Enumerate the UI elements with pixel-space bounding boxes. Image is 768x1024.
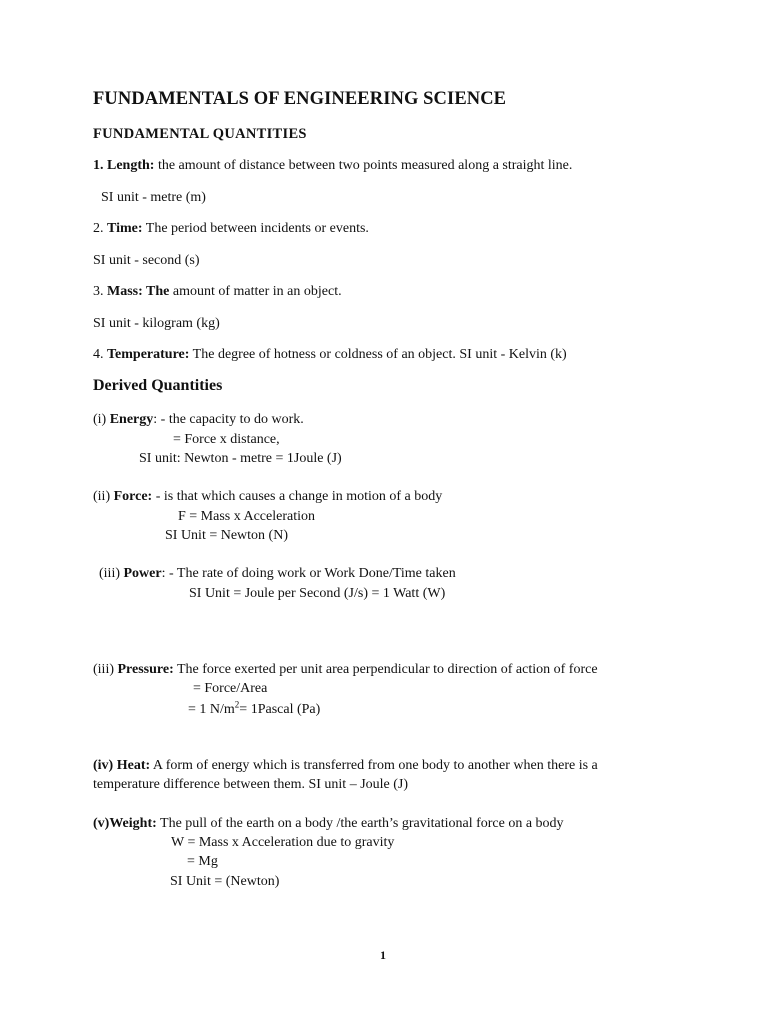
time-label: Time: <box>107 221 143 236</box>
energy-label: Energy <box>109 412 154 427</box>
page-number: 1 <box>380 948 386 962</box>
pressure-label: Pressure: <box>117 662 174 677</box>
pressure-unit-b: = 1Pascal (Pa) <box>239 702 321 717</box>
power-text: : - The rate of doing work or Work Done/Time taken <box>161 566 456 581</box>
time-num: 2. <box>93 221 107 236</box>
heat-unit: temperature difference between them. SI unit – Joule (J) <box>93 777 409 792</box>
power-num: (iii) <box>99 566 124 581</box>
force-label: Force: <box>113 489 153 504</box>
weight-formula: W = Mass x Acceleration due to gravity <box>171 835 395 850</box>
document-title: FUNDAMENTALS OF ENGINEERING SCIENCE <box>93 89 507 109</box>
weight-unit: SI Unit = (Newton) <box>170 874 280 889</box>
length-text: the amount of distance between two points measured along a straight line. <box>154 158 573 173</box>
pressure-unit-a: = 1 N/m <box>188 702 235 717</box>
energy-num: (i) <box>93 412 110 427</box>
weight-label: (v)Weight: <box>93 816 157 831</box>
energy-unit: SI unit: Newton - metre = 1Joule (J) <box>139 451 342 466</box>
mass-text: amount of matter in an object. <box>169 284 342 299</box>
mass-num: 3. <box>93 284 107 299</box>
section-heading-derived: Derived Quantities <box>93 377 223 394</box>
energy-formula: = Force x distance, <box>173 432 280 447</box>
force-definition <box>93 488 442 506</box>
pressure-num: (iii) <box>93 662 118 677</box>
temperature-num: 4. <box>93 347 107 362</box>
force-num: (ii) <box>93 489 114 504</box>
length-label: 1. Length: <box>93 158 155 173</box>
pressure-text: The force exerted per unit area perpendicular to direction of action of force <box>173 662 598 677</box>
section-heading-fundamental: FUNDAMENTAL QUANTITIES <box>93 126 307 142</box>
time-unit: SI unit - second (s) <box>93 253 200 268</box>
temperature-text: The degree of hotness or coldness of an object. SI unit - Kelvin (k) <box>189 347 567 362</box>
length-definition <box>93 157 572 175</box>
length-unit: SI unit - metre (m) <box>101 190 206 205</box>
weight-formula-short: = Mg <box>187 854 218 869</box>
mass-label: Mass: The <box>107 284 170 299</box>
mass-definition <box>93 283 342 301</box>
force-unit: SI Unit = Newton (N) <box>165 528 288 543</box>
mass-unit: SI unit - kilogram (kg) <box>93 316 220 331</box>
force-formula: F = Mass x Acceleration <box>178 509 315 524</box>
time-definition <box>93 220 369 238</box>
energy-definition <box>93 411 304 429</box>
pressure-definition <box>93 661 598 679</box>
heat-text: A form of energy which is transferred from one body to another when there is a <box>150 758 598 773</box>
power-definition <box>99 565 456 583</box>
time-text: The period between incidents or events. <box>142 221 369 236</box>
weight-text: The pull of the earth on a body /the earth’s gravitational force on a body <box>156 816 564 831</box>
temperature-label: Temperature: <box>107 347 190 362</box>
heat-label: (iv) Heat: <box>93 758 151 773</box>
heat-definition <box>93 757 598 775</box>
weight-definition <box>93 815 564 833</box>
pressure-formula: = Force/Area <box>193 681 268 696</box>
power-unit: SI Unit = Joule per Second (J/s) = 1 Watt (W) <box>189 586 446 601</box>
pressure-unit-exponent: 2 <box>234 699 240 710</box>
power-label: Power <box>123 566 162 581</box>
force-text: - is that which causes a change in motion of a body <box>152 489 443 504</box>
pressure-unit <box>188 701 320 719</box>
energy-text: : - the capacity to do work. <box>153 412 304 427</box>
temperature-definition <box>93 346 567 364</box>
